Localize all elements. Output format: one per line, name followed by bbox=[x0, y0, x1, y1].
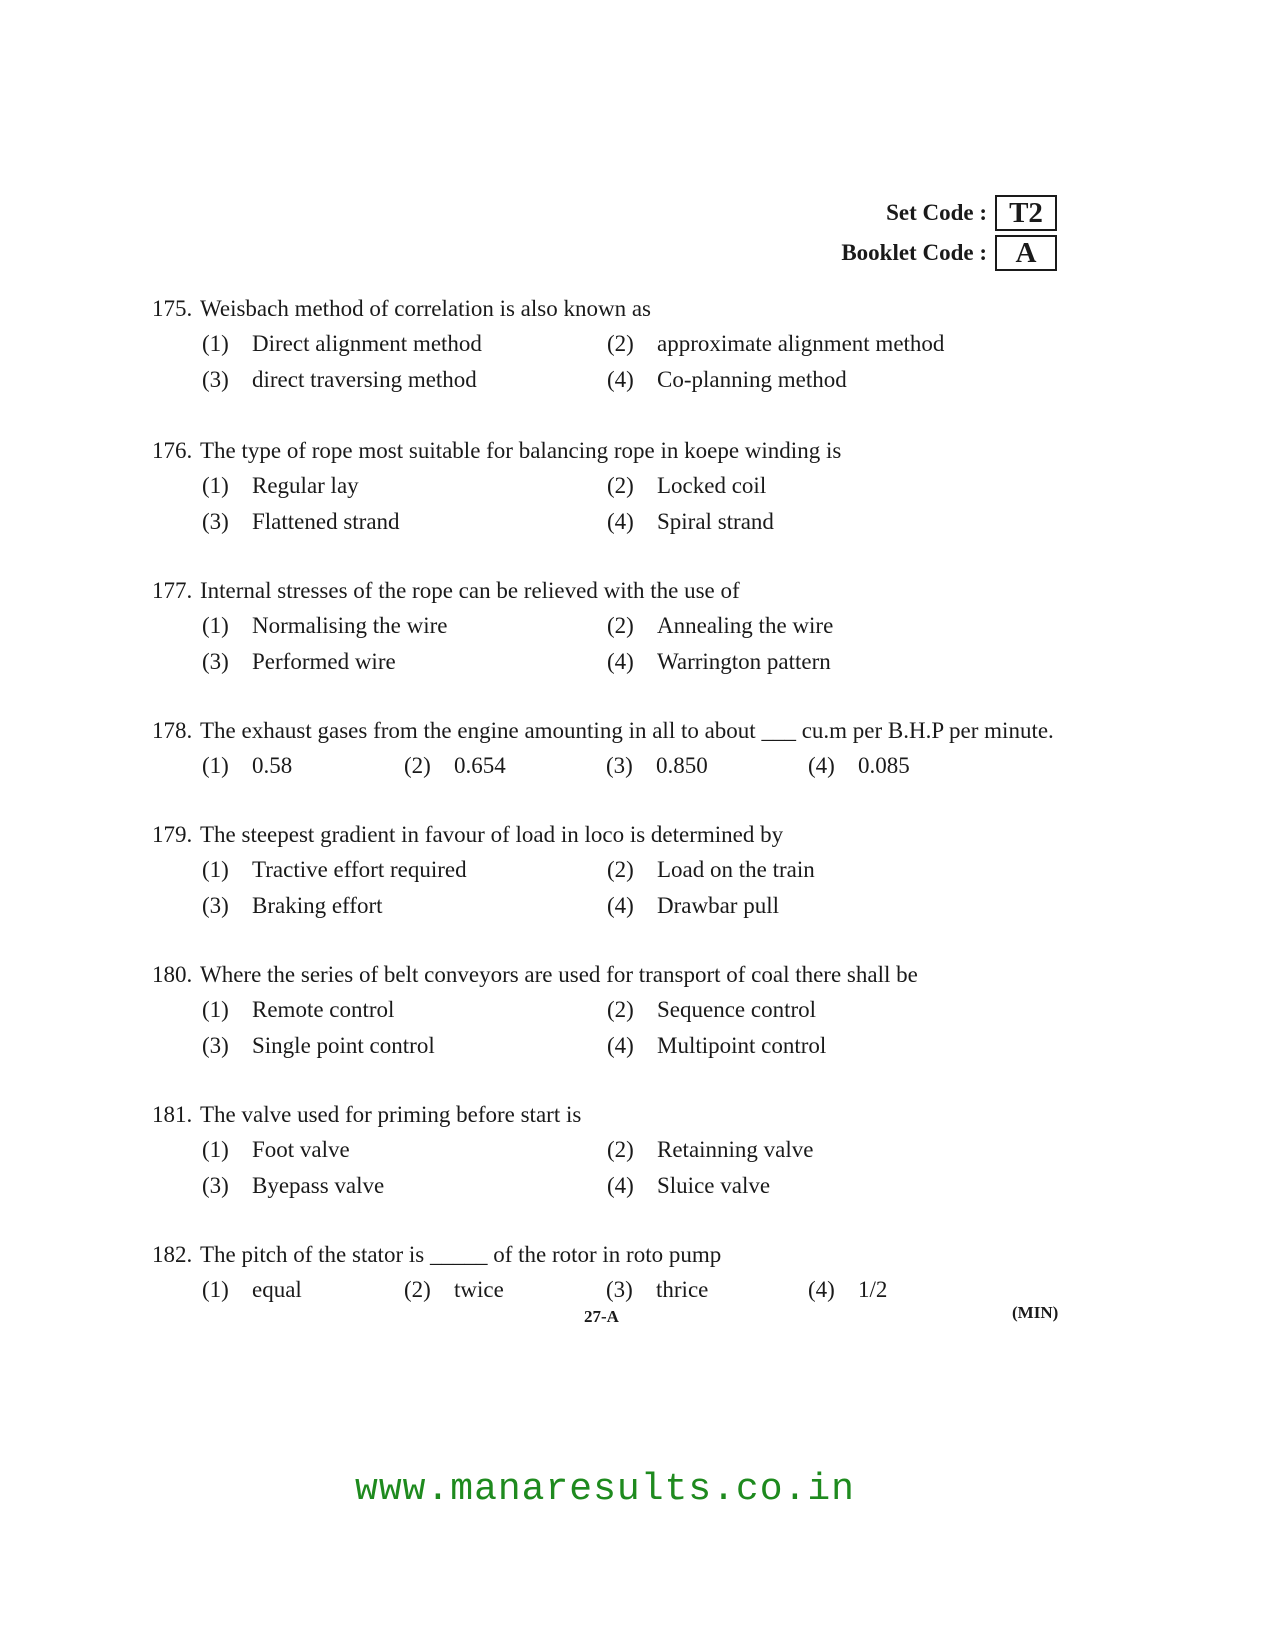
question-182 bbox=[152, 1238, 1092, 1308]
option-row bbox=[152, 326, 1092, 362]
option-3: (3) Byepass valve bbox=[202, 1173, 385, 1198]
option-2: (2) approximate alignment method bbox=[607, 331, 945, 356]
option-4: (4) Spiral strand bbox=[607, 509, 774, 534]
question-176 bbox=[152, 434, 1092, 540]
question-stem bbox=[152, 574, 1092, 608]
question-stem bbox=[152, 818, 1092, 852]
option-3: (3) direct traversing method bbox=[202, 367, 477, 392]
question-181 bbox=[152, 1098, 1092, 1204]
question-number: 178. bbox=[152, 718, 193, 743]
question-text: Weisbach method of correlation is also known as bbox=[200, 296, 652, 321]
option-row bbox=[152, 1168, 1092, 1204]
option-2: (2) Load on the train bbox=[607, 857, 815, 882]
subject-code: (MIN) bbox=[1012, 1303, 1059, 1322]
option-3: (3) Performed wire bbox=[202, 649, 396, 674]
set-code-value: T2 bbox=[995, 195, 1057, 231]
question-177 bbox=[152, 574, 1092, 680]
question-stem bbox=[152, 434, 1092, 468]
question-number: 175. bbox=[152, 296, 193, 321]
option-4: (4) Multipoint control bbox=[607, 1033, 827, 1058]
option-3: (3) Braking effort bbox=[202, 893, 383, 918]
option-row bbox=[152, 1272, 1092, 1308]
option-row bbox=[152, 888, 1092, 924]
question-text: The steepest gradient in favour of load in loco is determined by bbox=[200, 822, 784, 847]
question-text: The type of rope most suitable for balancing rope in koepe winding is bbox=[200, 438, 842, 463]
set-code-label: Set Code : bbox=[886, 200, 987, 225]
code-block bbox=[797, 195, 1057, 275]
question-stem bbox=[152, 958, 1092, 992]
option-4: (4) Drawbar pull bbox=[607, 893, 779, 918]
option-2: (2) Annealing the wire bbox=[607, 613, 834, 638]
option-row bbox=[152, 1028, 1092, 1064]
option-4: (4) Co-planning method bbox=[607, 367, 847, 392]
question-number: 181. bbox=[152, 1102, 193, 1127]
page-code: 27-A bbox=[584, 1307, 619, 1326]
question-text: Internal stresses of the rope can be relieved with the use of bbox=[200, 578, 740, 603]
question-number: 182. bbox=[152, 1242, 193, 1267]
watermark-url: www.manaresults.co.in bbox=[355, 1468, 855, 1511]
question-175 bbox=[152, 292, 1092, 398]
option-1: (1) equal bbox=[202, 1277, 302, 1302]
option-1: (1) Normalising the wire bbox=[202, 613, 448, 638]
booklet-code-row bbox=[797, 235, 1057, 271]
option-3: (3) Single point control bbox=[202, 1033, 435, 1058]
option-3: (3) Flattened strand bbox=[202, 509, 400, 534]
option-3: (3) thrice bbox=[606, 1277, 709, 1302]
option-row bbox=[152, 644, 1092, 680]
question-180 bbox=[152, 958, 1092, 1064]
option-2: (2) Retainning valve bbox=[607, 1137, 814, 1162]
booklet-code-label: Booklet Code : bbox=[841, 240, 987, 265]
option-2: (2) 0.654 bbox=[404, 753, 506, 778]
option-4: (4) Warrington pattern bbox=[607, 649, 831, 674]
question-list bbox=[152, 292, 1092, 1308]
question-stem bbox=[152, 1098, 1092, 1132]
question-179 bbox=[152, 818, 1092, 924]
option-row bbox=[152, 1132, 1092, 1168]
question-number: 176. bbox=[152, 438, 193, 463]
option-1: (1) Remote control bbox=[202, 997, 395, 1022]
option-1: (1) Foot valve bbox=[202, 1137, 350, 1162]
question-stem bbox=[152, 292, 1092, 326]
option-4: (4) 0.085 bbox=[808, 753, 910, 778]
option-1: (1) Tractive effort required bbox=[202, 857, 467, 882]
question-text: The exhaust gases from the engine amounting in all to about ___ cu.m per B.H.P per minute. bbox=[200, 718, 1054, 743]
question-text: Where the series of belt conveyors are used for transport of coal there shall be bbox=[200, 962, 918, 987]
option-row bbox=[152, 504, 1092, 540]
option-row bbox=[152, 468, 1092, 504]
option-2: (2) Locked coil bbox=[607, 473, 767, 498]
option-2: (2) twice bbox=[404, 1277, 504, 1302]
option-4: (4) Sluice valve bbox=[607, 1173, 771, 1198]
question-text: The pitch of the stator is _____ of the rotor in roto pump bbox=[200, 1242, 722, 1267]
question-number: 180. bbox=[152, 962, 193, 987]
booklet-code-value: A bbox=[995, 235, 1057, 271]
option-row bbox=[152, 748, 1092, 784]
option-1: (1) Regular lay bbox=[202, 473, 359, 498]
question-178 bbox=[152, 714, 1092, 784]
set-code-row bbox=[797, 195, 1057, 231]
question-number: 179. bbox=[152, 822, 193, 847]
option-row bbox=[152, 852, 1092, 888]
question-number: 177. bbox=[152, 578, 193, 603]
option-1: (1) 0.58 bbox=[202, 753, 293, 778]
option-row bbox=[152, 992, 1092, 1028]
option-row bbox=[152, 608, 1092, 644]
option-3: (3) 0.850 bbox=[606, 753, 708, 778]
option-4: (4) 1/2 bbox=[808, 1277, 888, 1302]
question-text: The valve used for priming before start is bbox=[200, 1102, 582, 1127]
question-stem bbox=[152, 714, 1092, 748]
question-stem bbox=[152, 1238, 1092, 1272]
option-2: (2) Sequence control bbox=[607, 997, 817, 1022]
option-row bbox=[152, 362, 1092, 398]
option-1: (1) Direct alignment method bbox=[202, 331, 482, 356]
